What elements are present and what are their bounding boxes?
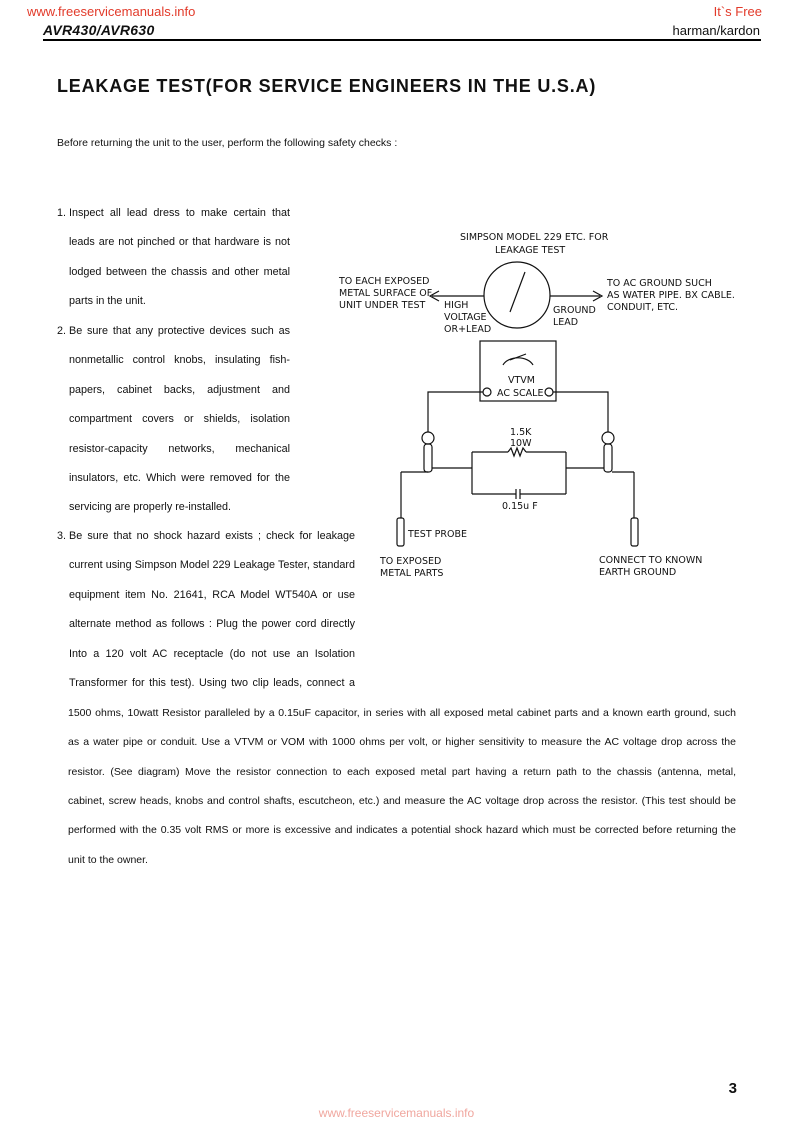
item-line: Be sure that no shock hazard exists ; check for leakage [69,530,355,542]
item-line: resistor-capacity networks, mechanical [69,443,290,455]
item-line: Be sure that any protective devices such as [69,325,290,337]
left-label-line1: TO EACH EXPOSED [339,276,430,287]
item-continuation-line: resistor. (See diagram) Move the resistor connection to each exposed metal part having a return path to the chassis (antenna, metal, [68,766,736,778]
vtvm-left-terminal [483,388,491,396]
item-continuation-line: as a water pipe or conduit. Use a VTVM or VOM with 1000 ohms per volt, or higher sensitivity to measure the AC voltage drop across the [68,736,736,748]
brand-name: harman/kardon [672,23,760,38]
ground-probe-icon [631,518,638,546]
item-line: Into a 120 volt AC receptacle (do not use an Isolation [69,648,355,660]
item-line: insulators, etc. Which were removed for the [69,472,290,484]
high-voltage-line2: VOLTAGE [444,312,487,323]
item-line: lodged between the chassis and other metal [69,266,290,278]
resistor-icon [508,448,526,456]
high-voltage-line1: HIGH [444,300,469,311]
vtvm-needle [510,354,526,360]
high-voltage-line3: OR+LEAD [444,324,492,335]
item-continuation-line: cabinet, screw heads, knobs and control shafts, escutcheon, etc.) and measure the AC voltage drop across the resistor. (This test should be [68,795,736,807]
item-line: Transformer for this test). Using two clip leads, connect a [69,677,355,689]
earth-label-line2: EARTH GROUND [599,567,677,578]
vtvm-label: VTVM [508,375,535,386]
item-continuation-line: unit to the owner. [68,854,148,866]
left-label-line2: METAL SURFACE OF [339,288,433,299]
resistor-power-label: 10W [510,438,532,449]
item-line: equipment item No. 21641, RCA Model WT540A or use [69,589,355,601]
ac-scale-label: AC SCALE [497,388,544,399]
vtvm-right-terminal [545,388,553,396]
page-number: 3 [728,1080,737,1097]
right-label-line1: TO AC GROUND SUCH [607,278,712,289]
footer-link[interactable]: www.freeservicemanuals.info [318,1106,475,1120]
item-line: papers, cabinet backs, adjustment and [69,384,290,396]
right-label-line3: CONDUIT, ETC. [607,302,679,313]
tester-label-line2: LEAKAGE TEST [495,245,566,256]
vtvm-dial [503,358,533,365]
item-line: parts in the unit. [69,295,146,307]
item-number: 2. [57,325,67,337]
item-line: nonmetallic control knobs, insulating fish- [69,354,290,366]
left-label-line3: UNIT UNDER TEST [339,300,426,311]
item-number: 1. [57,207,67,219]
meter-needle [510,272,525,312]
item-line: servicing are properly re-installed. [69,501,232,513]
right-clip-body [604,444,612,472]
test-probe-label: TEST PROBE [408,529,467,540]
left-clip-icon [422,432,434,444]
page-title: LEAKAGE TEST(FOR SERVICE ENGINEERS IN THE U.S.A) [57,76,597,96]
exposed-label-line1: TO EXPOSED [380,556,442,567]
intro-text: Before returning the unit to the user, perform the following safety checks : [57,137,398,149]
right-wire [553,392,608,432]
item-line: leads are not pinched or that hardware is not [69,236,290,248]
item-line: compartment covers or shields, isolation [69,413,290,425]
test-probe-icon [397,518,404,546]
free-label[interactable]: It`s Free [713,4,762,19]
exposed-label-line2: METAL PARTS [380,568,444,579]
item-number: 3. [57,530,67,542]
item-line: alternate method as follows : Plug the power cord directly [69,618,355,630]
resistor-value-label: 1.5K [510,427,532,438]
ground-lead-line1: GROUND [553,305,596,316]
model-number: AVR430/AVR630 [43,22,155,38]
left-clip-body [424,444,432,472]
right-clip-icon [602,432,614,444]
item-line: current using Simpson Model 229 Leakage Tester, standard [69,559,355,571]
item-continuation-line: 1500 ohms, 10watt Resistor paralleled by a 0.15uF capacitor, in series with all exposed metal cabinet parts and a known earth ground, such [68,707,736,719]
site-link[interactable]: www.freeservicemanuals.info [27,4,196,19]
earth-label-line1: CONNECT TO KNOWN [599,555,703,566]
left-wire [428,392,483,432]
tester-label-line1: SIMPSON MODEL 229 ETC. FOR [460,232,609,243]
right-label-line2: AS WATER PIPE. BX CABLE. [607,290,735,301]
item-continuation-line: performed with the 0.35 volt RMS or more is excessive and indicates a potential shock hazard which must be corrected before returning the [68,824,736,836]
item-line: Inspect all lead dress to make certain that [69,207,290,219]
capacitor-value-label: 0.15u F [502,501,538,512]
ground-lead-line2: LEAD [553,317,579,328]
